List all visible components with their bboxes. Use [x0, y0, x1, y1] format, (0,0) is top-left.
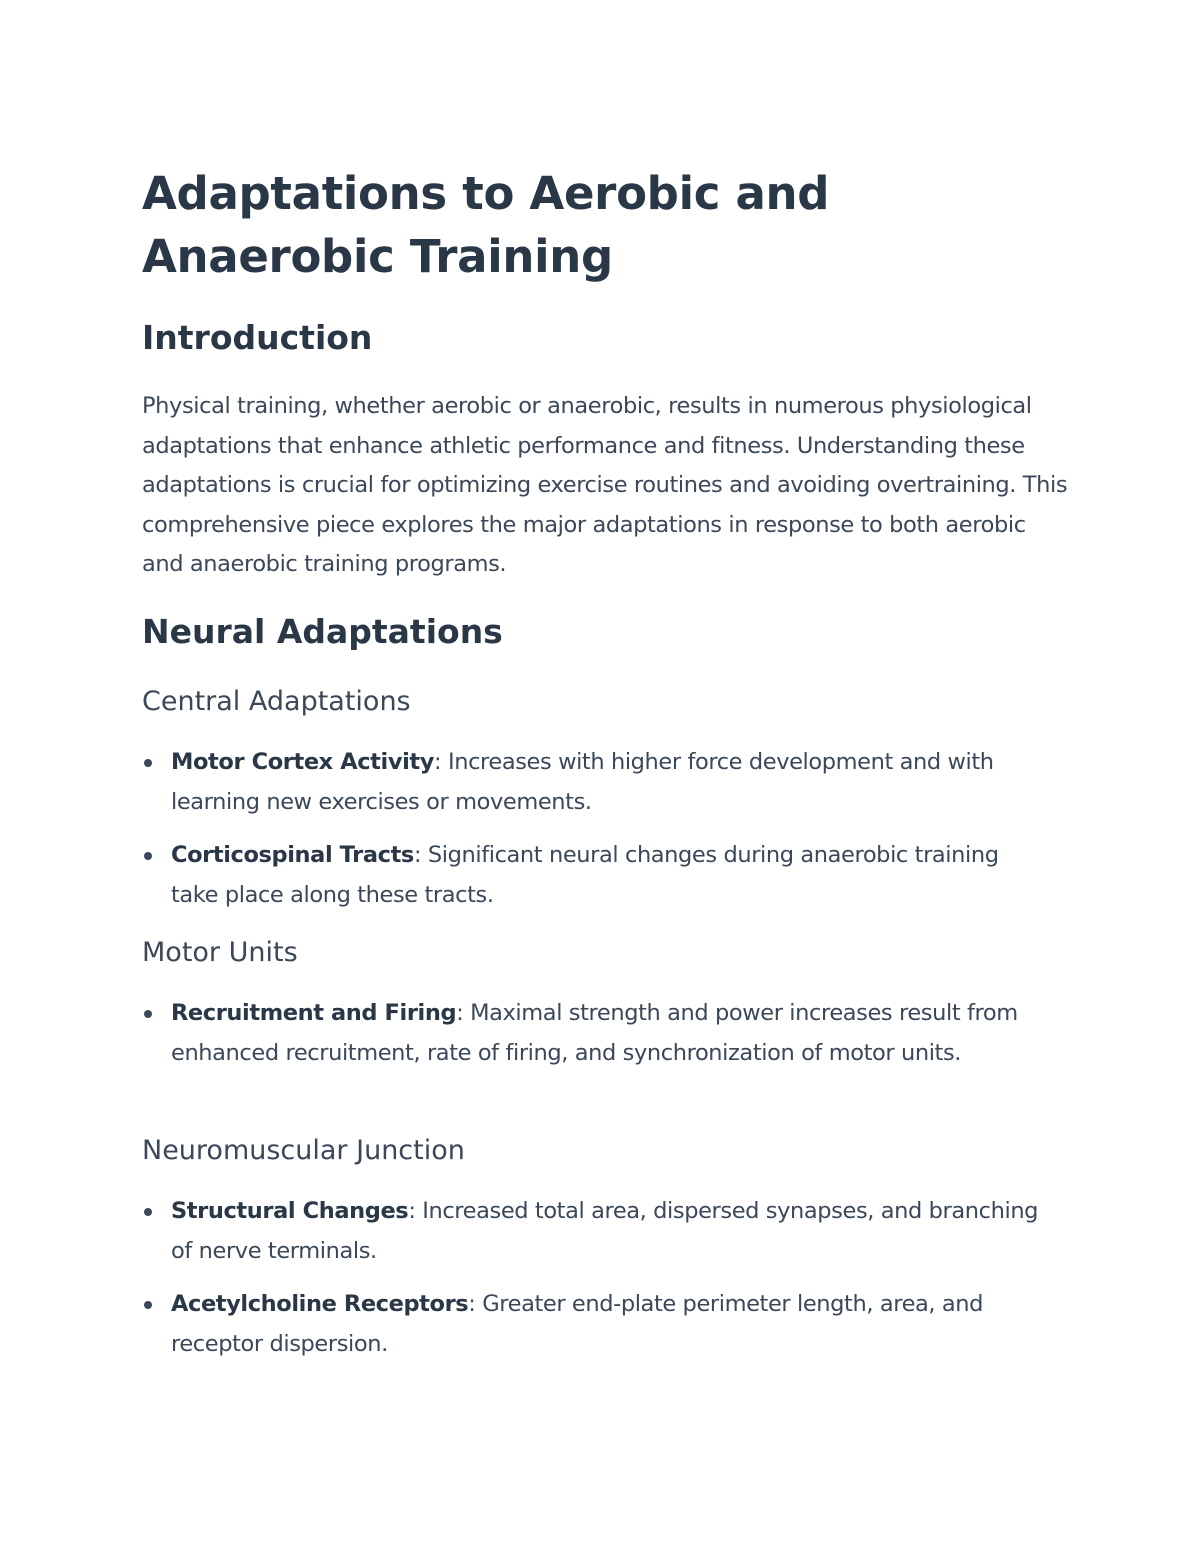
list-item-term: Acetylcholine Receptors	[171, 1291, 469, 1318]
motor-units-list	[142, 994, 1042, 1073]
list-item	[142, 836, 1042, 915]
introduction-paragraph: Physical training, whether aerobic or anaerobic, results in numerous physiological adaptations that enhance athletic performance and fitness. Understanding these adaptations is crucial for optimizing exercise routines and avoiding overtraining. This comprehensive piece explores the major adaptations in response to both aerobic and anaerobic training programs.	[142, 393, 1068, 578]
list-item-text: : Increases with higher force development and with learning new exercises or movements.	[171, 749, 994, 815]
list-item-term: Structural Changes	[171, 1198, 409, 1224]
list-item	[142, 994, 1042, 1073]
neuromuscular-junction-list	[142, 1192, 1042, 1364]
list-item-term: Corticospinal Tracts	[171, 842, 414, 869]
motor-units-heading: Motor Units	[142, 937, 298, 968]
list-item	[142, 743, 1042, 822]
introduction-heading: Introduction	[142, 318, 373, 357]
list-item-text: : Increased total area, dispersed synapses, and branching of nerve terminals.	[171, 1198, 1039, 1264]
list-item-text: : Maximal strength and power increases result from enhanced recruitment, rate of firing, and synchronization of motor units.	[171, 1000, 1018, 1066]
list-item-text: : Significant neural changes during anaerobic training take place along these tracts.	[171, 842, 999, 908]
neuromuscular-junction-heading: Neuromuscular Junction	[142, 1135, 465, 1166]
list-item	[142, 1192, 1042, 1271]
bullet-icon	[144, 759, 152, 767]
list-item	[142, 1285, 1042, 1364]
document-title: Adaptations to Aerobic and Anaerobic Training	[142, 167, 830, 283]
list-item-term: Recruitment and Firing	[171, 1000, 457, 1026]
bullet-icon	[144, 852, 152, 860]
bullet-icon	[144, 1301, 152, 1309]
central-adaptations-list	[142, 743, 1042, 915]
list-item-term: Motor Cortex Activity	[171, 749, 435, 775]
list-item-text: : Greater end-plate perimeter length, area, and receptor dispersion.	[171, 1291, 984, 1357]
central-adaptations-heading: Central Adaptations	[142, 686, 411, 717]
bullet-icon	[144, 1010, 152, 1018]
bullet-icon	[144, 1208, 152, 1216]
neural-adaptations-heading: Neural Adaptations	[142, 612, 503, 651]
